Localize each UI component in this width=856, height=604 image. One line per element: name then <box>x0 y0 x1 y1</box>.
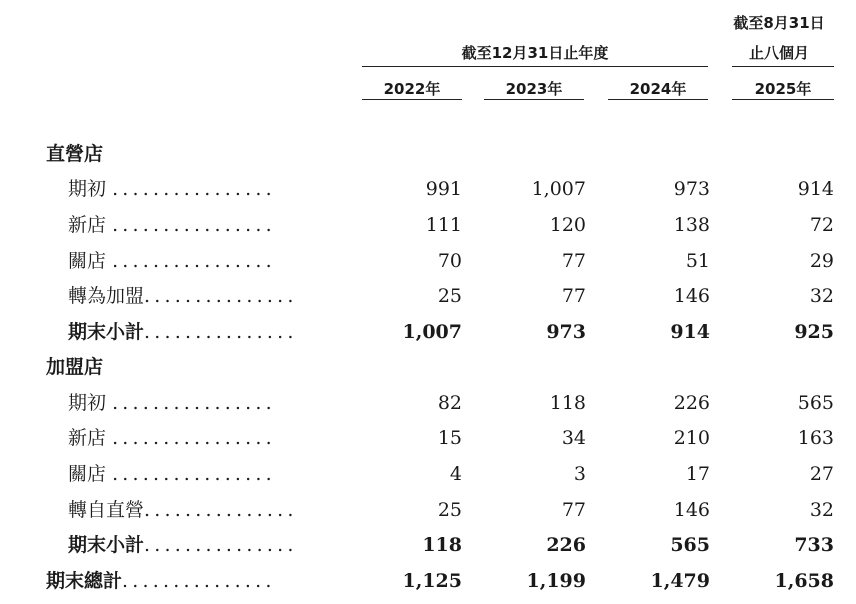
column-header-2024: 2024年 <box>629 80 687 98</box>
cell-2025: 29 <box>809 250 834 272</box>
row-label: 新店 ................ <box>68 214 276 236</box>
cell-2025: 733 <box>794 534 834 556</box>
cell-2024: 146 <box>673 285 710 307</box>
cell-2022: 4 <box>449 463 462 485</box>
column-rule-2024 <box>608 99 708 100</box>
header-group-rule <box>362 66 708 67</box>
cell-2023: 77 <box>561 285 586 307</box>
cell-2023: 226 <box>546 534 586 556</box>
table-row <box>0 243 856 279</box>
cell-2022: 991 <box>425 178 462 200</box>
column-rule-2022 <box>362 99 462 100</box>
table-row <box>0 278 856 314</box>
row-label: 期初 ................ <box>68 178 276 200</box>
header-last-period-line1: 截至8月31日 <box>733 14 825 32</box>
column-rule-2023 <box>484 99 584 100</box>
row-label: 轉為加盟............... <box>68 285 298 307</box>
cell-2022: 118 <box>422 534 462 556</box>
cell-2025: 925 <box>794 321 834 343</box>
cell-2022: 25 <box>437 285 462 307</box>
cell-2023: 120 <box>549 214 586 236</box>
column-header-2025: 2025年 <box>754 80 812 98</box>
row-label: 關店 ................ <box>68 463 276 485</box>
row-label: 期末小計............... <box>68 534 298 556</box>
cell-2024: 565 <box>670 534 710 556</box>
section-title: 加盟店 <box>46 356 104 378</box>
cell-2023: 118 <box>549 392 586 414</box>
cell-2023: 77 <box>561 499 586 521</box>
cell-2024: 51 <box>685 250 710 272</box>
cell-2022: 25 <box>437 499 462 521</box>
table-row <box>0 456 856 492</box>
cell-2025: 914 <box>797 178 834 200</box>
section-heading-directly-operated <box>0 136 856 172</box>
subtotal-row <box>0 527 856 563</box>
row-label: 期末總計............... <box>46 570 276 592</box>
column-rule-2025 <box>732 99 834 100</box>
section-heading-franchise <box>0 349 856 385</box>
cell-2024: 973 <box>673 178 710 200</box>
cell-2022: 1,007 <box>402 321 462 343</box>
cell-2023: 1,199 <box>526 570 586 592</box>
cell-2025: 163 <box>797 427 834 449</box>
table-row <box>0 207 856 243</box>
cell-2022: 1,125 <box>402 570 462 592</box>
cell-2025: 32 <box>809 499 834 521</box>
grand-total-row <box>0 563 856 599</box>
cell-2025: 27 <box>809 463 834 485</box>
table-row <box>0 171 856 207</box>
cell-2025: 32 <box>809 285 834 307</box>
row-label: 期初 ................ <box>68 392 276 414</box>
cell-2022: 82 <box>437 392 462 414</box>
cell-2024: 226 <box>673 392 710 414</box>
header-last-period-rule <box>732 66 834 67</box>
row-label: 關店 ................ <box>68 250 276 272</box>
row-label: 期末小計............... <box>68 321 298 343</box>
column-header-2022: 2022年 <box>383 80 441 98</box>
cell-2024: 138 <box>673 214 710 236</box>
subtotal-row <box>0 314 856 350</box>
cell-2024: 146 <box>673 499 710 521</box>
cell-2022: 111 <box>425 214 462 236</box>
table-row <box>0 420 856 456</box>
cell-2023: 1,007 <box>531 178 586 200</box>
header-last-period-line2: 止八個月 <box>748 44 809 62</box>
cell-2024: 210 <box>673 427 710 449</box>
column-header-2023: 2023年 <box>505 80 563 98</box>
cell-2024: 17 <box>685 463 710 485</box>
cell-2023: 3 <box>573 463 586 485</box>
row-label: 新店 ................ <box>68 427 276 449</box>
cell-2024: 1,479 <box>650 570 710 592</box>
cell-2022: 15 <box>437 427 462 449</box>
cell-2024: 914 <box>670 321 710 343</box>
cell-2023: 77 <box>561 250 586 272</box>
cell-2025: 565 <box>797 392 834 414</box>
header-year-group-label: 截至12月31日止年度 <box>461 44 609 62</box>
cell-2025: 72 <box>809 214 834 236</box>
table-row <box>0 385 856 421</box>
section-title: 直營店 <box>46 143 104 165</box>
row-label: 轉自直營............... <box>68 499 298 521</box>
cell-2022: 70 <box>437 250 462 272</box>
table-row <box>0 492 856 528</box>
cell-2023: 34 <box>561 427 586 449</box>
cell-2023: 973 <box>546 321 586 343</box>
cell-2025: 1,658 <box>774 570 834 592</box>
